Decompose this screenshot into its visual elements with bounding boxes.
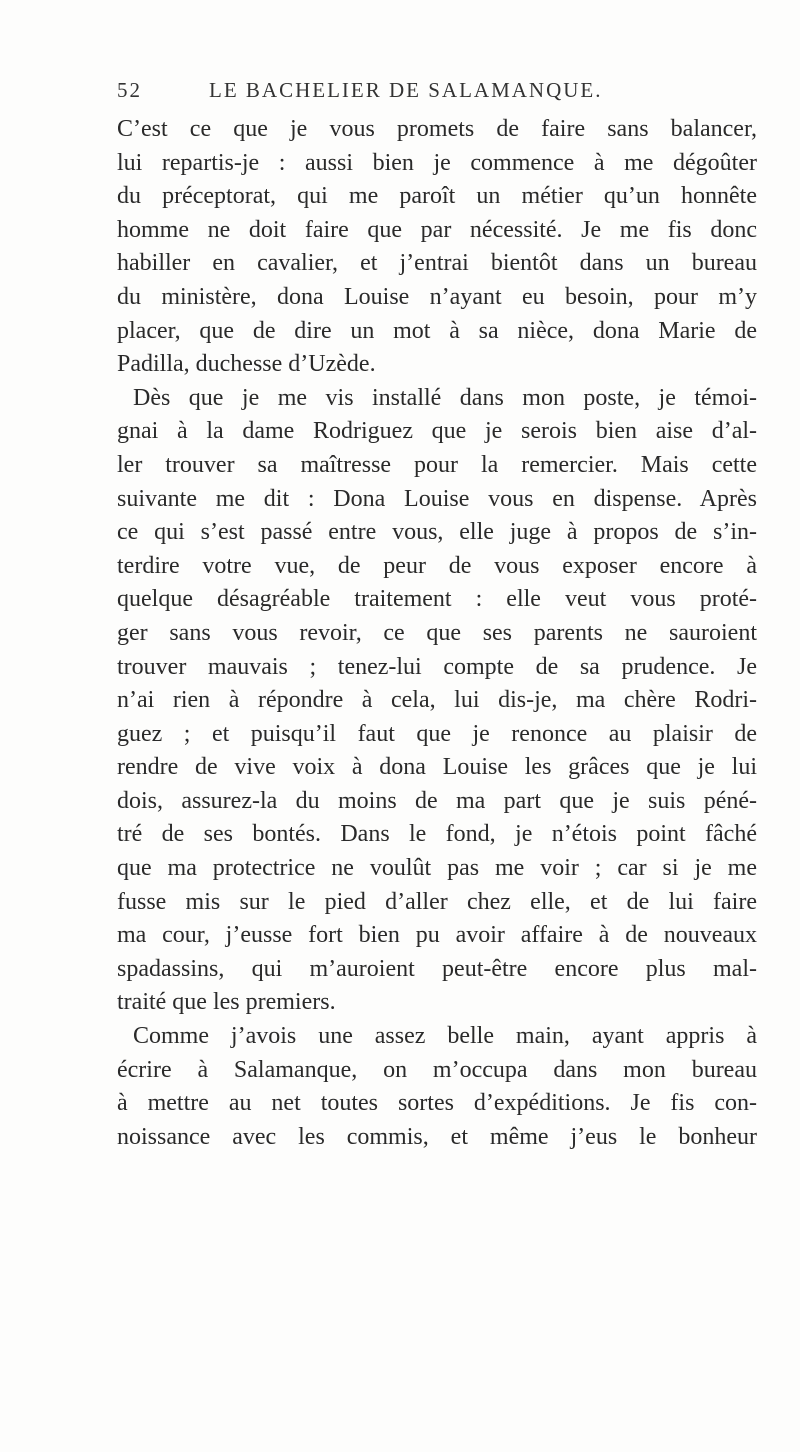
text-line: traité que les premiers. — [117, 989, 336, 1016]
text-line: C’est ce que je vous promets de faire sans balancer, — [117, 116, 757, 142]
text-line: terdire votre vue, de peur de vous exposer encore à — [117, 552, 757, 579]
text-line: lui repartis-je : aussi bien je commence à me dégoûter — [117, 149, 757, 176]
text-line: fusse mis sur le pied d’aller chez elle, et de lui faire — [117, 888, 757, 915]
text-line: suivante me dit : Dona Louise vous en dispense. Après — [117, 485, 757, 512]
text-line: placer, que de dire un mot à sa nièce, dona Marie de — [117, 317, 757, 344]
text-line: spadassins, qui m’auroient peut-être encore plus mal- — [117, 955, 757, 982]
text-line: noissance avec les commis, et même j’eus le bonheur — [117, 1123, 757, 1150]
text-line: du préceptorat, qui me paroît un métier qu’un honnête — [117, 183, 757, 210]
text-line: du ministère, dona Louise n’ayant eu besoin, pour m’y — [117, 283, 757, 310]
text-line: gnai à la dame Rodriguez que je serois bien aise d’al- — [117, 418, 757, 445]
text-line: dois, assurez-la du moins de ma part que je suis péné- — [117, 787, 757, 814]
text-line: habiller en cavalier, et j’entrai bientôt dans un bureau — [117, 250, 757, 277]
text-line: tré de ses bontés. Dans le fond, je n’étois point fâché — [117, 821, 757, 848]
text-line: Dès que je me vis installé dans mon poste, je témoi- — [133, 384, 757, 411]
page-number: 52 — [117, 78, 142, 102]
page-header — [117, 78, 757, 108]
text-line: guez ; et puisqu’il faut que je renonce au plaisir de — [117, 720, 757, 747]
text-line: trouver mauvais ; tenez-lui compte de sa prudence. Je — [117, 653, 757, 680]
text-line: écrire à Salamanque, on m’occupa dans mon bureau — [117, 1056, 757, 1083]
text-line: ger sans vous revoir, ce que ses parents ne sauroient — [117, 619, 757, 646]
text-line: Comme j’avois une assez belle main, ayant appris à — [133, 1023, 757, 1050]
text-line: quelque désagréable traitement : elle veut vous proté- — [117, 586, 757, 613]
running-title: LE BACHELIER DE SALAMANQUE. — [209, 78, 603, 102]
body-text — [117, 113, 757, 1154]
text-line: n’ai rien à répondre à cela, lui dis-je, ma chère Rodri- — [117, 687, 757, 714]
text-line: ler trouver sa maîtresse pour la remercier. Mais cette — [117, 451, 757, 478]
text-line: rendre de vive voix à dona Louise les grâces que je lui — [117, 754, 757, 781]
text-line: que ma protectrice ne voulût pas me voir ; car si je me — [117, 855, 757, 882]
text-line: ce qui s’est passé entre vous, elle juge à propos de s’in- — [117, 519, 757, 546]
text-line: homme ne doit faire que par nécessité. Je me fis donc — [117, 216, 757, 243]
text-line: ma cour, j’eusse fort bien pu avoir affaire à de nouveaux — [117, 922, 757, 949]
text-line: Padilla, duchesse d’Uzède. — [117, 351, 376, 378]
text-line: à mettre au net toutes sortes d’expéditions. Je fis con- — [117, 1090, 757, 1117]
